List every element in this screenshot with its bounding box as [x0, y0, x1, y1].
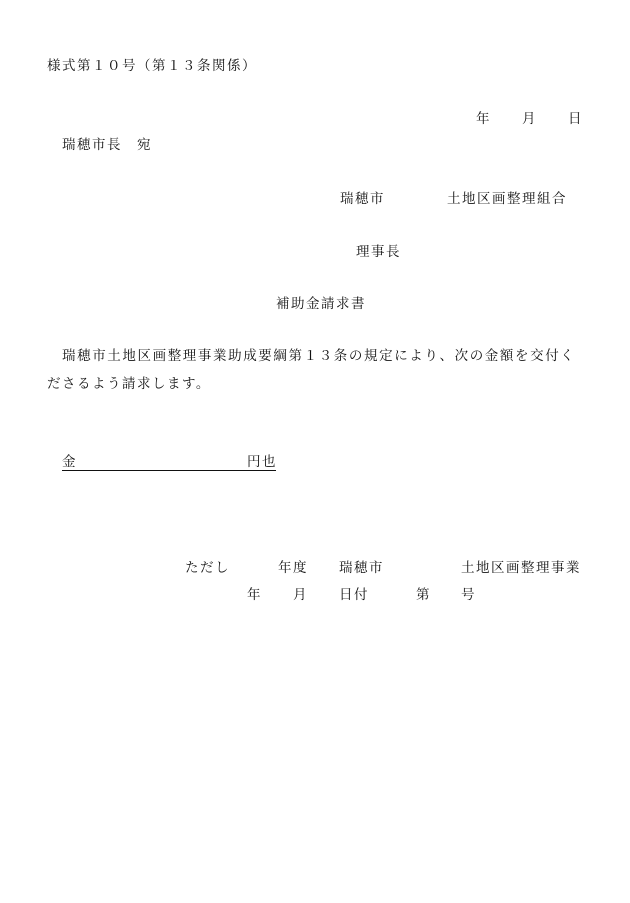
form-number: 様式第１０号（第１３条関係） [47, 58, 257, 74]
note-gou: 号 [461, 587, 475, 603]
note-tadashi: ただし [185, 560, 230, 576]
amount-suffix: 円也 [247, 454, 277, 470]
amount-underline [62, 470, 276, 471]
note-year: 年 [247, 587, 261, 603]
date-year-label: 年 [476, 111, 490, 127]
note-city: 瑞穂市 [339, 560, 384, 576]
applicant-city: 瑞穂市 [340, 191, 385, 207]
date-day-label: 日 [568, 111, 582, 127]
applicant-title: 理事長 [356, 244, 401, 260]
date-month-label: 月 [522, 111, 536, 127]
note-dated: 日付 [339, 587, 369, 603]
note-fiscal-year: 年度 [278, 560, 308, 576]
applicant-association: 土地区画整理組合 [447, 191, 567, 207]
body-line-1: 瑞穂市土地区画整理事業助成要綱第１３条の規定により、次の金額を交付く [62, 348, 576, 364]
document-title: 補助金請求書 [276, 296, 366, 312]
note-month: 月 [293, 587, 307, 603]
addressee: 瑞穂市長 宛 [62, 137, 152, 153]
amount-prefix: 金 [62, 454, 76, 470]
body-line-2: ださるよう請求します。 [47, 376, 211, 392]
note-dai: 第 [416, 587, 430, 603]
note-project: 土地区画整理事業 [461, 560, 581, 576]
